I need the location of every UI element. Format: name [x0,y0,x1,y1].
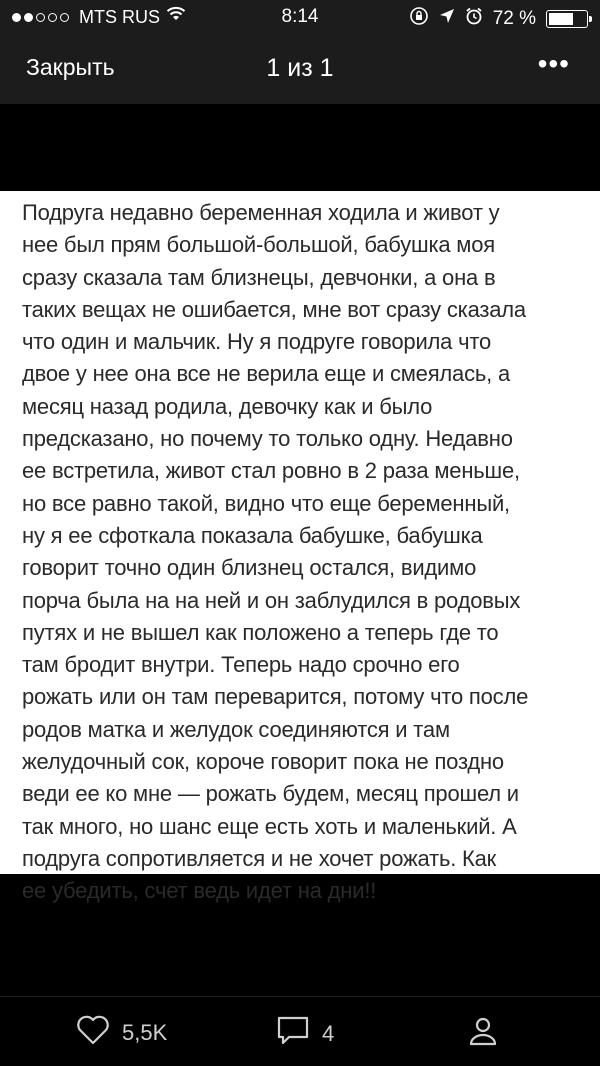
like-button[interactable] [76,1015,167,1051]
comment-count: 4 [322,1021,335,1046]
post-text [0,191,600,908]
post-text-line: желудочный сок, короче говорит пока не поздно [22,749,504,775]
comment-icon [276,1015,310,1053]
photo-counter: 1 из 1 [266,54,334,82]
location-icon [439,8,455,30]
carrier-name: MTS RUS [79,6,160,27]
viewer-header [0,34,600,104]
post-text-line: ее убедить, счет ведь идет на дни!! [22,878,377,904]
like-count: 5,5K [122,1020,168,1045]
post-text-line: таких вещах не ошибается, мне вот сразу сказала [22,296,526,322]
profile-button[interactable] [468,1015,498,1053]
battery-level [549,13,573,25]
post-text-line: родов матка и желудок соединяются и там [22,716,450,742]
post-text-line: рожать или он там переварится, потому что после [22,684,529,710]
post-text-line: двое у нее она все не верила еще и смеялась, а [22,361,511,387]
person-icon [468,1015,498,1053]
post-text-line: порча была на на ней и он заблудился в родовых [22,587,521,613]
post-text-line: месяц назад родила, девочку как и было [22,393,433,419]
post-text-line: подруга сопротивляется и не хочет рожать. Как [22,845,497,871]
post-text-line: сразу сказала там близнецы, девчонки, а она в [22,264,496,290]
post-text-line: но все равно такой, видно что еще беременный, [22,490,510,516]
post-text-line: говорит точно один близнец остался, видимо [22,555,477,581]
heart-icon [76,1015,110,1051]
status-right [409,6,588,32]
alarm-icon [465,7,483,31]
comment-button[interactable] [276,1015,334,1053]
action-bar [0,996,600,1066]
post-text-line: так много, но шанс еще есть хоть и маленький. А [22,813,517,839]
post-text-line: там бродит внутри. Теперь надо срочно его [22,652,460,678]
status-bar [0,0,600,34]
close-button[interactable]: Закрыть [26,54,115,80]
rotation-lock-icon [409,6,429,32]
post-text-line: ну я ее сфоткала показала бабушке, бабушка [22,522,483,548]
post-text-line: что один и мальчик. Ну я подруге говорила что [22,329,492,355]
post-text-line: Подруга недавно беременная ходила и живот у [22,200,500,225]
post-text-line: предсказано, но почему то только одну. Недавно [22,426,513,452]
battery-percent: 72 % [492,8,536,29]
post-text-line: нее был прям большой-большой, бабушка моя [22,232,495,258]
more-options-button[interactable]: ••• [537,48,570,79]
photo-image[interactable] [0,191,600,904]
post-text-line: ее встретила, живот стал ровно в 2 раза меньше, [22,458,520,484]
battery-icon [546,10,588,28]
post-text-line: путях и не вышел как положено а теперь где то [22,619,499,645]
status-time: 8:14 [281,6,319,27]
post-text-line: веди ее ко мне — рожать будем, месяц прошел и [22,781,519,807]
